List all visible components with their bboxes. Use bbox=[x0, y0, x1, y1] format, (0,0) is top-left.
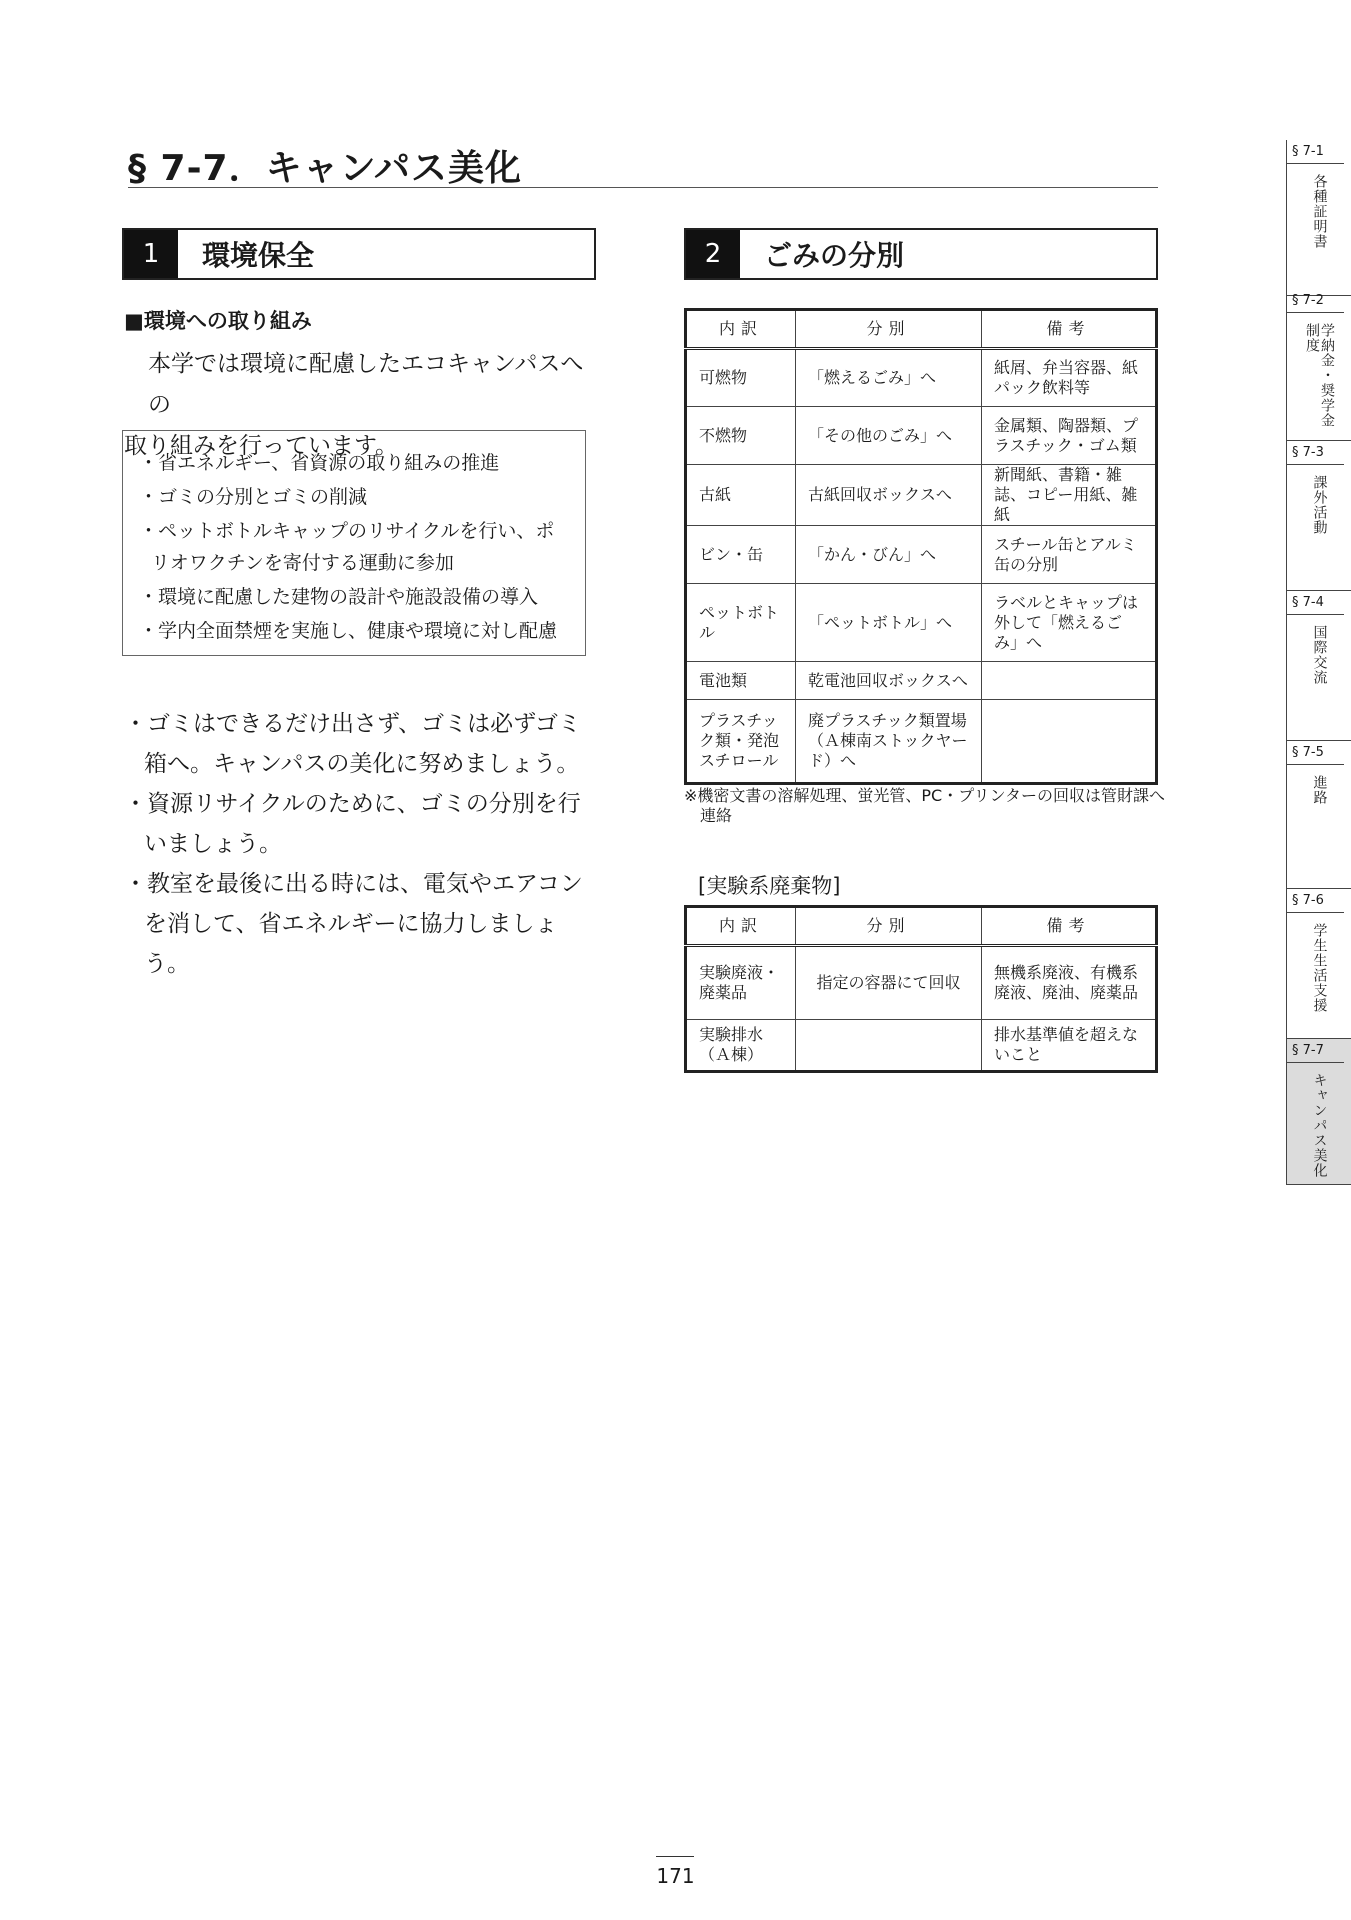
advice-item: ・ゴミはできるだけ出さず、ゴミは必ずゴミ箱へ。キャンパスの美化に努めましょう。 bbox=[124, 711, 582, 777]
tab-code: § 7-6 bbox=[1287, 889, 1344, 913]
page-title: § 7-7．キャンパス美化 bbox=[128, 148, 523, 189]
cell-item: 実験排水（Ａ棟） bbox=[686, 1020, 796, 1072]
table-row bbox=[686, 1020, 1157, 1072]
cell-method bbox=[796, 1020, 982, 1072]
cell-note: スチール缶とアルミ缶の分別 bbox=[982, 526, 1157, 584]
section-1-header bbox=[122, 228, 596, 280]
cell-item: 古紙 bbox=[686, 465, 796, 526]
cell-note: 無機系廃液、有機系廃液、廃油、廃薬品 bbox=[982, 946, 1157, 1020]
disposal-note: ※機密文書の溶解処理、蛍光管、PC・プリンターの回収は管財課へ連絡 bbox=[684, 786, 1165, 825]
cell-item: ビン・缶 bbox=[686, 526, 796, 584]
section-2-title: ごみの分別 bbox=[764, 239, 905, 272]
tab-7-7-active[interactable] bbox=[1286, 1039, 1351, 1185]
tab-label: キャンパス美化 bbox=[1311, 1073, 1328, 1178]
experimental-waste-title: [実験系廃棄物] bbox=[698, 874, 841, 898]
cell-method: 「その他のごみ」へ bbox=[796, 407, 982, 465]
tab-label: 学生生活支援 bbox=[1311, 923, 1328, 1013]
tab-7-3[interactable] bbox=[1286, 441, 1351, 591]
cell-item: 不燃物 bbox=[686, 407, 796, 465]
initiative-item: ・環境に配慮した建物の設計や施設設備の導入 bbox=[139, 586, 539, 608]
cell-method: 「かん・びん」へ bbox=[796, 526, 982, 584]
cell-note bbox=[982, 700, 1157, 784]
initiative-item: ・省エネルギー、省資源の取り組みの推進 bbox=[139, 452, 500, 474]
tab-7-1[interactable] bbox=[1286, 140, 1351, 296]
tab-7-6[interactable] bbox=[1286, 889, 1351, 1039]
cell-note: 金属類、陶器類、プラスチック・ゴム類 bbox=[982, 407, 1157, 465]
section-1-number: 1 bbox=[124, 230, 178, 278]
tab-code: § 7-4 bbox=[1287, 591, 1344, 615]
cell-item: プラスチック類・発泡スチロール bbox=[686, 700, 796, 784]
cell-method: 「ペットボトル」へ bbox=[796, 584, 982, 662]
cell-note: 排水基準値を超えないこと bbox=[982, 1020, 1157, 1072]
table-row bbox=[686, 946, 1157, 1020]
environment-subheading: ■環境への取り組み bbox=[124, 309, 312, 333]
tab-label: 課外活動 bbox=[1311, 475, 1328, 535]
table-header-row bbox=[686, 907, 1157, 946]
initiative-item: ・ゴミの分別とゴミの削減 bbox=[139, 486, 368, 508]
header-method: 分別 bbox=[796, 907, 982, 946]
tab-code: § 7-2 bbox=[1287, 289, 1344, 313]
cell-method: 古紙回収ボックスへ bbox=[796, 465, 982, 526]
tab-label: 国際交流 bbox=[1311, 625, 1328, 685]
table-header-row bbox=[686, 310, 1157, 349]
garbage-sorting-table bbox=[684, 308, 1158, 785]
tab-7-5[interactable] bbox=[1286, 741, 1351, 889]
header-item: 内訳 bbox=[686, 907, 796, 946]
tab-code: § 7-3 bbox=[1287, 441, 1344, 465]
tab-label: 進路 bbox=[1311, 775, 1328, 805]
page-number-rule bbox=[656, 1856, 694, 1857]
cell-item: 実験廃液・廃薬品 bbox=[686, 946, 796, 1020]
intro-line-1: 本学では環境に配慮したエコキャンパスへの bbox=[148, 351, 584, 418]
cell-item: 可燃物 bbox=[686, 349, 796, 407]
cell-note bbox=[982, 662, 1157, 700]
page-number: 171 bbox=[656, 1864, 695, 1888]
table-row bbox=[686, 584, 1157, 662]
cell-note: ラベルとキャップは外して「燃えるごみ」へ bbox=[982, 584, 1157, 662]
table-row bbox=[686, 407, 1157, 465]
advice-list bbox=[124, 704, 602, 984]
table-row bbox=[686, 465, 1157, 526]
section-1-title: 環境保全 bbox=[202, 239, 315, 272]
title-rule bbox=[128, 187, 1158, 188]
header-note: 備考 bbox=[982, 907, 1157, 946]
initiative-item: ・ペットボトルキャップのリサイクルを行い、ポリオワクチンを寄付する運動に参加 bbox=[139, 520, 555, 574]
tab-label: 学納金・奨学金制度 bbox=[1304, 323, 1335, 428]
tab-code: § 7-5 bbox=[1287, 741, 1344, 765]
cell-note: 紙屑、弁当容器、紙パック飲料等 bbox=[982, 349, 1157, 407]
experimental-waste-table bbox=[684, 905, 1158, 1073]
header-item: 内訳 bbox=[686, 310, 796, 349]
cell-method: 廃プラスチック類置場（Ａ棟南ストックヤード）へ bbox=[796, 700, 982, 784]
table-row bbox=[686, 700, 1157, 784]
section-2-header bbox=[684, 228, 1158, 280]
tab-7-4[interactable] bbox=[1286, 591, 1351, 741]
cell-method: 指定の容器にて回収 bbox=[796, 946, 982, 1020]
cell-method: 「燃えるごみ」へ bbox=[796, 349, 982, 407]
header-method: 分別 bbox=[796, 310, 982, 349]
table-row bbox=[686, 526, 1157, 584]
tab-code: § 7-1 bbox=[1287, 140, 1344, 164]
advice-item: ・教室を最後に出る時には、電気やエアコンを消して、省エネルギーに協力しましょう。 bbox=[124, 871, 583, 977]
section-2-number: 2 bbox=[686, 230, 740, 278]
initiatives-box bbox=[122, 430, 586, 656]
advice-item: ・資源リサイクルのために、ゴミの分別を行いましょう。 bbox=[124, 791, 581, 857]
table-row bbox=[686, 662, 1157, 700]
initiative-item: ・学内全面禁煙を実施し、健康や環境に対し配慮 bbox=[139, 620, 558, 642]
intro-line-2: 取り組みを行っています。 bbox=[124, 433, 399, 459]
tab-code: § 7-7 bbox=[1287, 1039, 1344, 1063]
cell-item: 電池類 bbox=[686, 662, 796, 700]
cell-item: ペットボトル bbox=[686, 584, 796, 662]
cell-note: 新聞紙、書籍・雑誌、コピー用紙、雑紙 bbox=[982, 465, 1157, 526]
table-row bbox=[686, 349, 1157, 407]
tab-7-2[interactable] bbox=[1286, 289, 1351, 441]
tab-label: 各種証明書 bbox=[1311, 174, 1328, 249]
header-note: 備考 bbox=[982, 310, 1157, 349]
cell-method: 乾電池回収ボックスへ bbox=[796, 662, 982, 700]
